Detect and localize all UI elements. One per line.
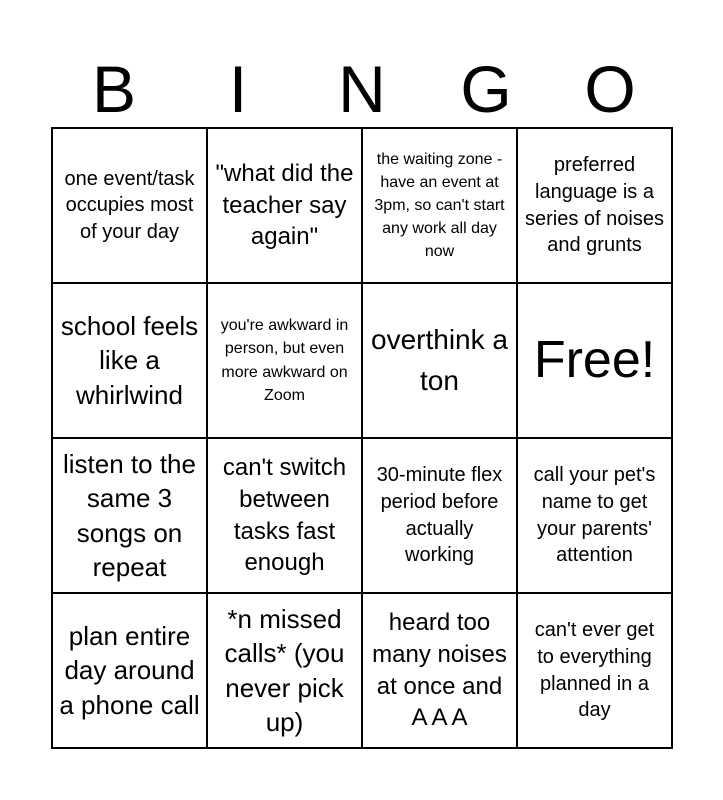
header-letter-o: O [584, 52, 636, 126]
cell-text: heard too many noises at once and A A A [372, 609, 507, 732]
cell-text: *n missed calls* (you never pick up) [224, 603, 345, 737]
header-letter-b: B [91, 52, 137, 126]
bingo-cell-3[interactable] [363, 129, 518, 284]
cell-text: you're awkward in person, but even more awkward on Zoom [220, 317, 349, 404]
cell-text: plan entire day around a phone call [59, 621, 200, 720]
bingo-header [52, 50, 672, 128]
bingo-cell-5[interactable] [53, 284, 208, 439]
bingo-cell-6[interactable] [208, 284, 363, 439]
cell-text: school feels like a whirlwind [60, 311, 199, 410]
cell-text: the waiting zone - have an event at 3pm, so can't start any work all day now [374, 150, 505, 261]
bingo-cell-4[interactable] [518, 129, 673, 284]
free-space-text: Free! [533, 330, 656, 389]
cell-text: overthink a ton [371, 323, 508, 396]
cell-text: listen to the same 3 songs on repeat [63, 448, 196, 582]
bingo-cell-11[interactable] [363, 439, 518, 594]
bingo-cell-16[interactable] [518, 594, 673, 749]
header-letter-g: G [460, 52, 512, 126]
bingo-cell-13[interactable] [53, 594, 208, 749]
bingo-cell-2[interactable] [208, 129, 363, 284]
cell-text: can't ever get to everything planned in a day [534, 619, 655, 722]
bingo-cell-10[interactable] [208, 439, 363, 594]
header-letter-n: N [338, 52, 386, 126]
bingo-cell-14[interactable] [208, 594, 363, 749]
cell-text: one event/task occupies most of your day [64, 167, 195, 243]
cell-text: 30-minute flex period before actually working [376, 464, 503, 567]
bingo-grid [51, 127, 673, 749]
bingo-cell-9[interactable] [53, 439, 208, 594]
cell-text: preferred language is a series of noises and grunts [525, 154, 664, 257]
bingo-cell-7[interactable] [363, 284, 518, 439]
cell-text: can't switch between tasks fast enough [222, 454, 347, 577]
bingo-cell-1[interactable] [53, 129, 208, 284]
bingo-cell-12[interactable] [518, 439, 673, 594]
bingo-cell-15[interactable] [363, 594, 518, 749]
bingo-cell-free[interactable] [518, 284, 673, 439]
cell-text: call your pet's name to get your parents' attention [533, 464, 656, 567]
header-letter-i: I [228, 52, 248, 126]
cell-text: "what did the teacher say again" [215, 159, 354, 251]
